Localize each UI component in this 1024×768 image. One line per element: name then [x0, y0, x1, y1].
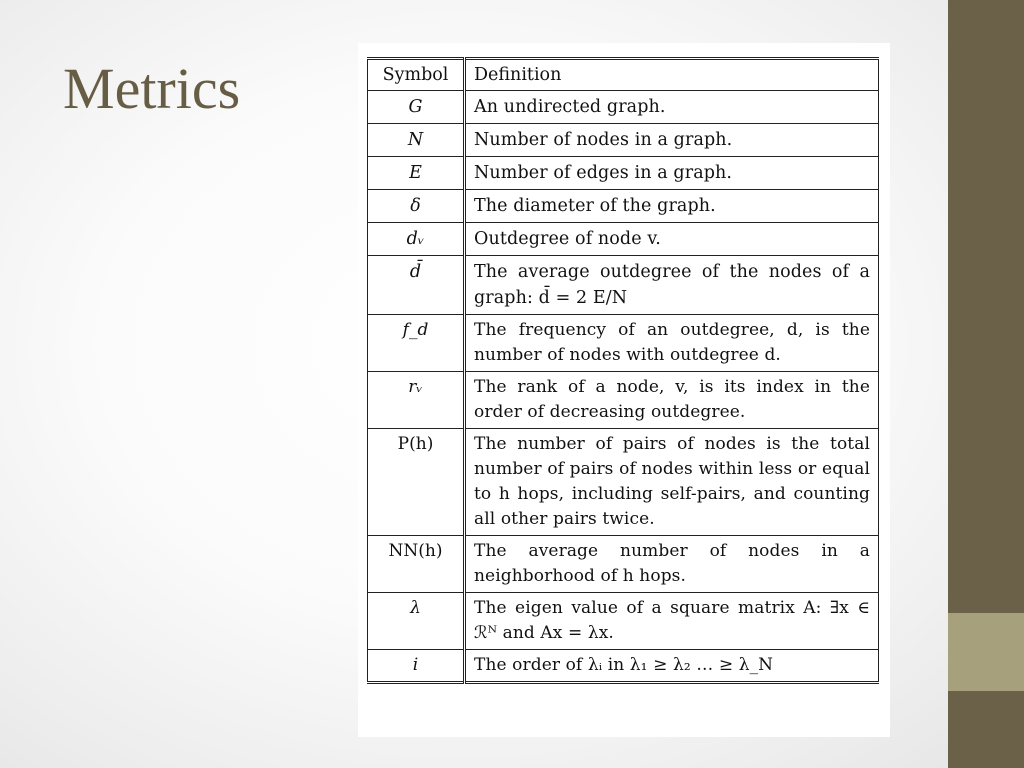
symbol-cell: d̄: [368, 256, 465, 315]
table-row: [368, 536, 879, 593]
table-row: [368, 124, 879, 157]
metrics-table-image: [358, 43, 890, 737]
table-row: [368, 223, 879, 256]
symbol-cell: NN(h): [368, 536, 465, 593]
definition-cell: The diameter of the graph.: [465, 190, 879, 223]
definition-cell: An undirected graph.: [465, 91, 879, 124]
table-row: [368, 429, 879, 536]
definition-cell: Number of nodes in a graph.: [465, 124, 879, 157]
definition-cell: The number of pairs of nodes is the total number of pairs of nodes within less or equal to h hops, including self-pairs, and counting all other pairs twice.: [465, 429, 879, 536]
definition-cell: Number of edges in a graph.: [465, 157, 879, 190]
symbol-cell: i: [368, 650, 465, 683]
definition-cell: The frequency of an outdegree, d, is the number of nodes with outdegree d.: [465, 315, 879, 372]
table-row: [368, 157, 879, 190]
metrics-table: [367, 57, 879, 684]
symbol-cell: G: [368, 91, 465, 124]
table-row: [368, 91, 879, 124]
table-row: [368, 315, 879, 372]
symbol-cell: λ: [368, 593, 465, 650]
header-definition: Definition: [465, 59, 879, 91]
table-header-row: [368, 59, 879, 91]
symbol-cell: N: [368, 124, 465, 157]
definition-cell: The average number of nodes in a neighborhood of h hops.: [465, 536, 879, 593]
symbol-cell: δ: [368, 190, 465, 223]
table-row: [368, 372, 879, 429]
definition-cell: Outdegree of node v.: [465, 223, 879, 256]
definition-cell: The eigen value of a square matrix A: ∃x ∈ ℛᴺ and Ax = λx.: [465, 593, 879, 650]
sidebar-accent-block: [948, 613, 1024, 691]
symbol-cell: f_d: [368, 315, 465, 372]
symbol-cell: rᵥ: [368, 372, 465, 429]
symbol-cell: P(h): [368, 429, 465, 536]
symbol-cell: E: [368, 157, 465, 190]
table-row: [368, 593, 879, 650]
header-symbol: Symbol: [368, 59, 465, 91]
definition-cell: The order of λᵢ in λ₁ ≥ λ₂ … ≥ λ_N: [465, 650, 879, 683]
table-row: [368, 650, 879, 683]
definition-cell: The average outdegree of the nodes of a graph: d̄ = 2 E/N: [465, 256, 879, 315]
table-row: [368, 190, 879, 223]
symbol-cell: dᵥ: [368, 223, 465, 256]
slide-title: Metrics: [63, 56, 241, 121]
table-row: [368, 256, 879, 315]
definition-cell: The rank of a node, v, is its index in the order of decreasing outdegree.: [465, 372, 879, 429]
